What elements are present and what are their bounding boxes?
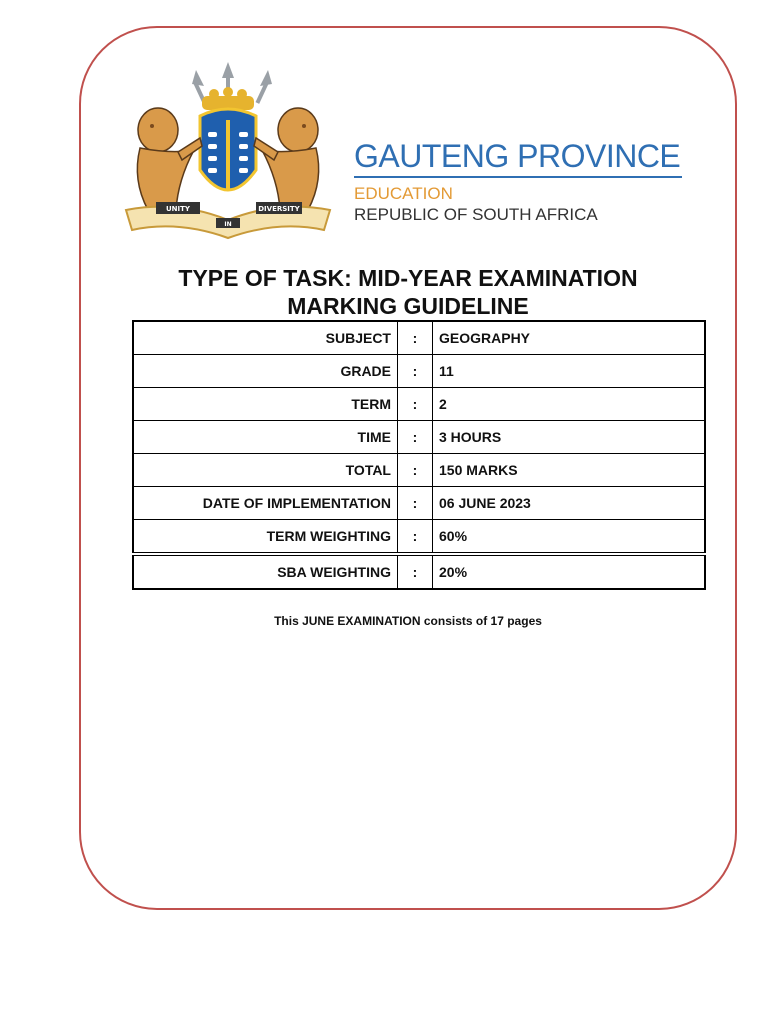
motto-word-1: UNITY — [166, 205, 190, 213]
detail-separator: : — [398, 454, 433, 487]
detail-separator: : — [398, 388, 433, 421]
coat-of-arms-icon — [118, 60, 338, 240]
detail-label: TIME — [133, 421, 398, 454]
detail-label: SUBJECT — [133, 321, 398, 355]
brand-block — [354, 138, 684, 226]
task-title-line-2: MARKING GUIDELINE — [287, 293, 529, 319]
detail-label: TERM WEIGHTING — [133, 520, 398, 555]
detail-value: 150 MARKS — [433, 454, 706, 487]
table-row — [133, 487, 705, 520]
table-row — [133, 421, 705, 454]
detail-separator: : — [398, 520, 433, 555]
brand-name: GAUTENG PROVINCE — [354, 138, 681, 174]
detail-value: 20% — [433, 554, 706, 589]
detail-value: 3 HOURS — [433, 421, 706, 454]
detail-value: 11 — [433, 355, 706, 388]
detail-label: GRADE — [133, 355, 398, 388]
detail-separator: : — [398, 487, 433, 520]
table-row — [133, 520, 705, 555]
brand-country: REPUBLIC OF SOUTH AFRICA — [354, 205, 598, 224]
detail-separator: : — [398, 355, 433, 388]
page-count-note: This JUNE EXAMINATION consists of 17 pages — [274, 614, 542, 628]
detail-label: TOTAL — [133, 454, 398, 487]
detail-value: 60% — [433, 520, 706, 555]
motto-word-3: DIVERSITY — [258, 205, 300, 213]
detail-separator: : — [398, 554, 433, 589]
task-title-line-1: TYPE OF TASK: MID-YEAR EXAMINATION — [178, 265, 638, 291]
brand-rule — [354, 176, 682, 178]
detail-value: 2 — [433, 388, 706, 421]
detail-label: DATE OF IMPLEMENTATION — [133, 487, 398, 520]
table-row — [133, 388, 705, 421]
detail-label: SBA WEIGHTING — [133, 554, 398, 589]
table-row — [133, 321, 705, 355]
table-row — [133, 554, 705, 589]
detail-value: 06 JUNE 2023 — [433, 487, 706, 520]
brand-department: EDUCATION — [354, 184, 453, 203]
table-row — [133, 355, 705, 388]
detail-value: GEOGRAPHY — [433, 321, 706, 355]
detail-separator: : — [398, 321, 433, 355]
detail-label: TERM — [133, 388, 398, 421]
motto-word-2: IN — [224, 221, 232, 228]
exam-details-table — [132, 320, 706, 590]
table-row — [133, 454, 705, 487]
detail-separator: : — [398, 421, 433, 454]
